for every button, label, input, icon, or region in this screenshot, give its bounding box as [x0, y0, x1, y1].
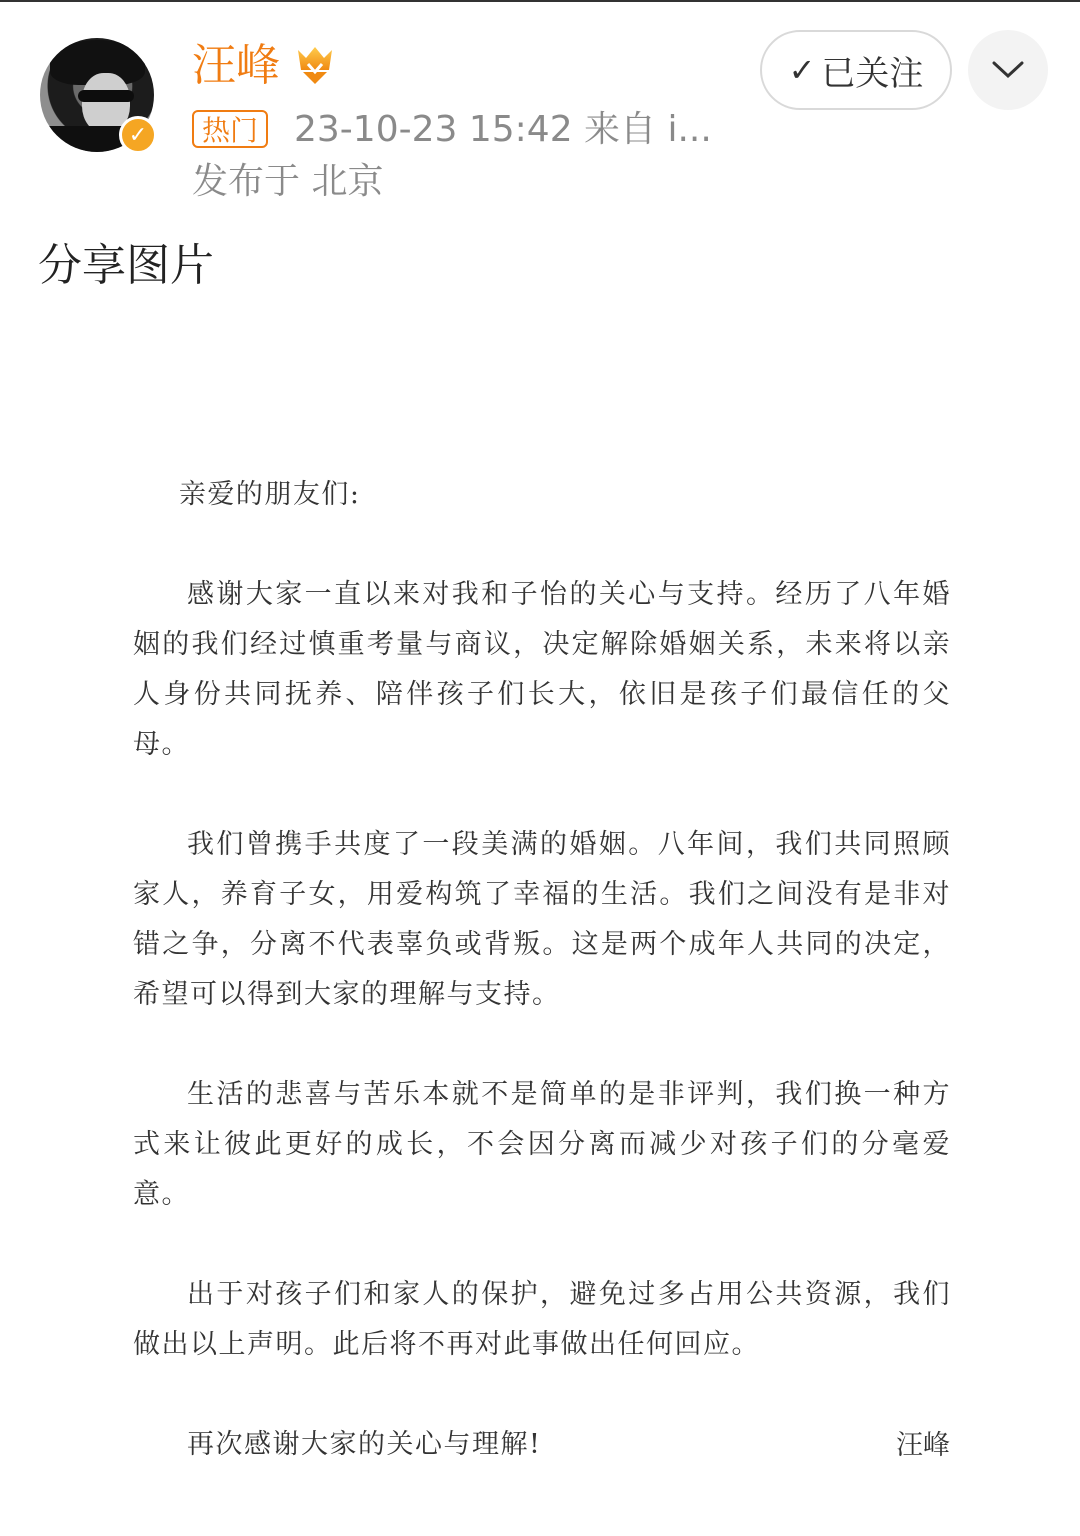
hot-badge: 热门	[192, 110, 268, 148]
check-icon: ✓	[788, 51, 816, 89]
verified-badge-icon: ✓	[119, 116, 157, 154]
chevron-down-icon	[991, 60, 1025, 80]
letter-signature: 汪峰	[896, 1430, 950, 1461]
letter-greeting: 亲爱的朋友们:	[178, 479, 361, 510]
timestamp-source: 23-10-23 15:42 来自 i...	[294, 109, 712, 150]
letter-paragraph: 出于对孩子们和家人的保护，避免过多占用公共资源，我们做出以上声明。此后将不再对此事做出任何回应。	[133, 1279, 951, 1360]
vip-crown-icon	[294, 44, 336, 86]
letter-paragraph: 我们曾携手共度了一段美满的婚姻。八年间，我们共同照顾家人，养育子女，用爱构筑了幸福的生活。我们之间没有是非对错之争，分离不代表辜负或背叛。这是两个成年人共同的决定，希望可以得到大家的理解与支持。	[133, 829, 951, 1010]
follow-label: 已关注	[821, 53, 924, 94]
letter-paragraph: 感谢大家一直以来对我和子怡的关心与支持。经历了八年婚姻的我们经过慎重考量与商议，决定解除婚姻关系，未来将以亲人身份共同抚养、陪伴孩子们长大，依旧是孩子们最信任的父母。	[133, 579, 951, 760]
follow-button[interactable]	[760, 30, 952, 110]
post-location: 发布于 北京	[192, 161, 384, 202]
letter-paragraph: 再次感谢大家的关心与理解!	[187, 1429, 542, 1460]
author-name[interactable]: 汪峰	[192, 40, 280, 91]
more-options-button[interactable]	[968, 30, 1048, 110]
letter-image[interactable]	[133, 470, 951, 1520]
top-divider	[0, 0, 1080, 2]
letter-paragraph: 生活的悲喜与苦乐本就不是简单的是非评判，我们换一种方式来让彼此更好的成长，不会因分离而减少对孩子们的分毫爱意。	[133, 1079, 951, 1210]
post-text: 分享图片	[38, 240, 214, 291]
